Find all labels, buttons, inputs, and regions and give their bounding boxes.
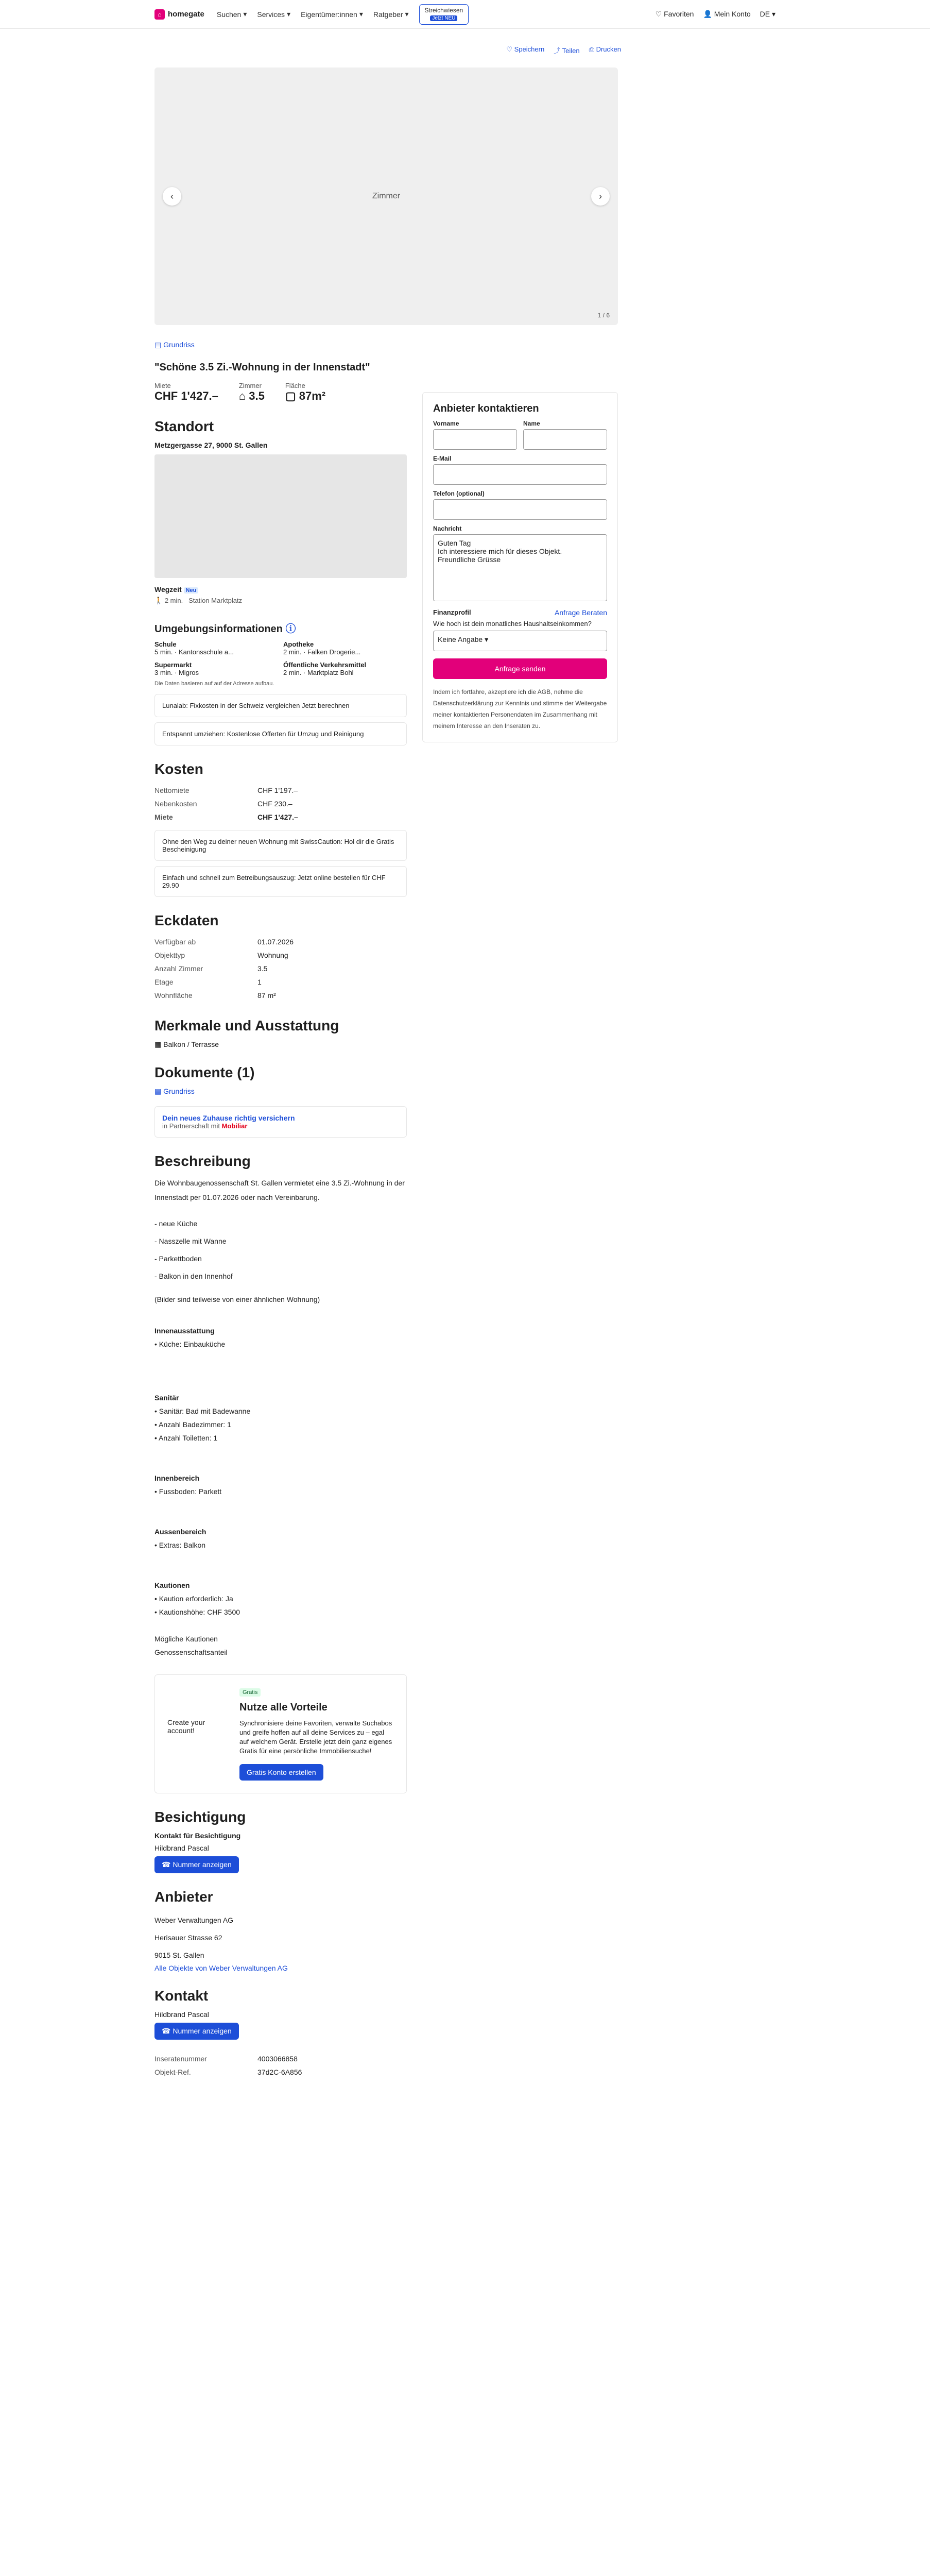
benefits-card: Create your account! Gratis Nutze alle Vorteile Synchronisiere deine Favoriten, verwalte Suchabos und greife hoffen auf all deine Services zu – egal auf welchem Gerät. Erstelle jetzt dein ganz eigenes Gratis für eine persönliche Immobiliensuche! Gratis Konto erstellen bbox=[154, 1674, 407, 1793]
lastname-input[interactable] bbox=[523, 429, 607, 450]
details-heading: Eckdaten bbox=[154, 912, 219, 928]
address: Metzgergasse 27, 9000 St. Gallen bbox=[154, 441, 268, 449]
gallery-counter: 1 / 6 bbox=[597, 312, 610, 319]
insurance-banner[interactable]: Dein neues Zuhause richtig versichern in Partnerschaft mit Mobiliar bbox=[154, 1106, 407, 1138]
language-selector[interactable]: DE ▾ bbox=[760, 10, 776, 18]
share-button[interactable]: ⤴ Teilen bbox=[554, 47, 580, 55]
logo-mark-icon: ⌂ bbox=[154, 9, 165, 20]
map[interactable] bbox=[154, 454, 407, 578]
nav-services[interactable]: Services ▾ bbox=[257, 10, 291, 19]
viewing-heading: Besichtigung bbox=[154, 1809, 246, 1825]
rent-value: CHF 1'427.– bbox=[154, 389, 218, 402]
area-value: ▢ 87m² bbox=[285, 389, 326, 402]
income-select[interactable]: Keine Angabe ▾ bbox=[433, 631, 607, 651]
main-nav bbox=[217, 4, 469, 25]
favorites-link[interactable]: ♡ Favoriten bbox=[655, 10, 694, 18]
promo-fixkosten[interactable]: Lunalab: Fixkosten in der Schweiz vergleichen Jetzt berechnen bbox=[154, 694, 407, 717]
listing-actions bbox=[0, 29, 930, 67]
gallery-prev-icon[interactable]: ‹ bbox=[163, 187, 181, 206]
provider-all-listings-link[interactable]: Alle Objekte von Weber Verwaltungen AG bbox=[154, 1964, 288, 1972]
image-gallery[interactable] bbox=[154, 67, 618, 325]
header bbox=[0, 0, 930, 29]
logo[interactable] bbox=[154, 9, 204, 20]
promo-swisscaution[interactable]: Ohne den Weg zu deiner neuen Wohnung mit SwissCaution: Hol dir die Gratis Bescheinigung bbox=[154, 830, 407, 861]
contact-form: Anbieter kontaktieren Vorname Name E-Mail Telefon (optional) Nachricht Guten Tag Ich interessiere mich für dieses Objekt. Freundliche Grüsse Finanzprofil Anfrage Beraten Wie hoch ist dein monatliches Haushaltseinkommen? Keine Angabe ▾ Anfrage senden Indem ich fortfahre, akzeptiere ich die AGB, nehme die Datenschutzerklärung zur Kenntnis und stimme der Weitergabe meiner kontaktierten Personendaten im Zusammenhang mit meinem Interesse an den Inseraten zu. bbox=[422, 392, 618, 742]
provider-heading: Anbieter bbox=[154, 1889, 213, 1905]
location-heading: Standort bbox=[154, 418, 214, 434]
feature-balcony: ▦ Balkon / Terrasse bbox=[154, 1040, 219, 1048]
contact-phone-button[interactable]: ☎ Nummer anzeigen bbox=[154, 2023, 239, 2040]
nav-eigentuemer[interactable]: Eigentümer:innen ▾ bbox=[301, 10, 363, 19]
email-input[interactable] bbox=[433, 464, 607, 485]
nav-suchen[interactable]: Suchen ▾ bbox=[216, 10, 247, 19]
costs-heading: Kosten bbox=[154, 761, 203, 777]
contact-heading: Kontakt bbox=[154, 1988, 209, 2004]
print-button[interactable]: ⎙ Drucken bbox=[589, 45, 621, 53]
viewing-phone-button[interactable]: ☎ Nummer anzeigen bbox=[154, 1856, 239, 1873]
finance-link[interactable]: Anfrage Beraten bbox=[555, 608, 607, 617]
document-floorplan-link[interactable]: ▤ Grundriss bbox=[154, 1087, 195, 1095]
submit-button[interactable]: Anfrage senden bbox=[433, 658, 607, 679]
floorplan-link[interactable]: ▤ Grundriss bbox=[154, 341, 195, 349]
promo-umzug[interactable]: Entspannt umziehen: Kostenlose Offerten für Umzug und Reinigung bbox=[154, 722, 407, 745]
promo-betreibung[interactable]: Einfach und schnell zum Betreibungsauszug: Jetzt online bestellen für CHF 29.90 bbox=[154, 866, 407, 897]
phone-input[interactable] bbox=[433, 499, 607, 520]
save-button[interactable]: ♡ Speichern bbox=[506, 45, 545, 53]
create-account-button[interactable]: Gratis Konto erstellen bbox=[239, 1764, 323, 1781]
logo-text: homegate bbox=[168, 10, 204, 19]
account-link[interactable]: 👤 Mein Konto bbox=[703, 10, 751, 18]
nav-promo-button[interactable]: Streichwiesen Jetzt NEU bbox=[419, 4, 469, 25]
listing-title: "Schöne 3.5 Zi.-Wohnung in der Innenstadt" bbox=[154, 362, 370, 373]
rooms-value: ⌂ 3.5 bbox=[238, 389, 265, 402]
content: Zimmer ‹ › 1 / 6 ▤ Grundriss "Schöne 3.5 Zi.-Wohnung in der Innenstadt" Miete CHF 1'427.– Zimmer ⌂ 3.5 Fläche ▢ 87m² Standort Metzgergasse 27, 9000 St. Gallen Wegzeit Neu 🚶 2 min. Station Marktplatz Umgebungsinformationen ⓘ Schule 5 min. · Kantonsschule a... Apotheke 2 min. · Falken Drogerie... Supermarkt 3 min. · Migros Öffentliche Verkehrsmittel 2 min. · Marktplatz Bohl Die Daten basieren auf auf der Adresse aufbau. Lunalab: Fixkosten in der Schweiz vergleichen Jetzt berechnen Entspannt umziehen: Kostenlose Offerten für Umzug und Reinigung Kosten Nettomiete CHF 1'197.– Nebenkosten CHF 230.– Miete CHF 1'427.– Ohne den Weg zu deiner neuen Wohnung mit SwissCaution: Hol dir die Gratis Bescheinigung Einfach und schnell zum Betreibungsauszug: Jetzt online bestellen für CHF 29.90 Eckdaten Verfügbar ab 01.07.2026 Objekttyp Wohnung Anzahl Zimmer 3.5 Etage 1 Wohnfläche 87 m² Merkmale und Ausstattung ▦ Balkon / Terrasse Dokumente (1) ▤ Grundriss Dein neues Zuhause richtig versichern in Partnerschaft mit Mobiliar Beschreibung Die Wohnbaugenossenschaft St. Gallen vermietet eine 3.5 Zi.-Wohnung in der Innenstadt per 01.07.2026 oder nach Vereinbarung. - neue Küche - Nasszelle mit Wanne - Parkettboden - Balkon in den Innenhof (Bilder sind teilweise von einer ähnlichen Wohnung) Innenausstattung • Küche: Einbauküche Sanitär • Sanitär: Bad mit Badewanne • Anzahl Badezimmer: 1 • Anzahl Toiletten: 1 Innenbereich • Fussboden: Parkett Aussenbereich • Extras: Balkon Kautionen • Kaution erforderlich: Ja • Kautionshöhe: CHF 3500 Mögliche Kautionen Genossenschaftsanteil Create your account! Gratis Nutze alle Vorteile Synchronisiere deine Favoriten, verwalte Suchabos und greife hoffen auf all deine Services zu – egal auf welchem Gerät. Erstelle jetzt dein ganz eigenes Gratis für eine persönliche Immobiliensuche! Gratis Konto erstellen Besichtigung Kontakt für Besichtigung Hildbrand Pascal ☎ Nummer anzeigen Anbieter Weber Verwaltungen AG Herisauer Strasse 62 9015 St. Gallen Alle Objekte von Weber Verwaltungen AG Kontakt Hildbrand Pascal ☎ Nummer anzeigen Inseratenummer 4003066858 Objekt-Ref. 37d2C-6A856 Anbieter kontaktieren Vorname Name E-Mail Telefon (optional) Nachricht Guten Tag Ich interessiere mich für dieses Objekt. Freundliche Grüsse Finanzprofil Anfrage Beraten Wie hoch ist dein monatliches Haushaltseinkommen? Keine Angabe ▾ Anfrage senden Indem ich fortfahre, akzeptiere ich die AGB, nehme die Datenschutzerklärung zur Kenntnis und stimme der Weitergabe meiner kontaktierten Personendaten im Zusammenhang mit meinem Interesse an den Inseraten zu. bbox=[154, 67, 776, 2576]
features-heading: Merkmale und Ausstattung bbox=[154, 1018, 339, 1033]
message-input[interactable]: Guten Tag Ich interessiere mich für dieses Objekt. Freundliche Grüsse bbox=[433, 534, 607, 601]
description-heading: Beschreibung bbox=[154, 1153, 251, 1169]
route-info: 🚶 2 min. Station Marktplatz bbox=[154, 597, 243, 604]
surroundings-heading: Umgebungsinformationen ⓘ bbox=[154, 623, 296, 635]
documents-heading: Dokumente (1) bbox=[154, 1064, 255, 1080]
gallery-caption: Zimmer bbox=[372, 192, 401, 200]
firstname-input[interactable] bbox=[433, 429, 517, 450]
gallery-next-icon[interactable]: › bbox=[591, 187, 610, 206]
info-icon: ⓘ bbox=[285, 623, 296, 635]
nav-ratgeber[interactable]: Ratgeber ▾ bbox=[373, 10, 409, 19]
